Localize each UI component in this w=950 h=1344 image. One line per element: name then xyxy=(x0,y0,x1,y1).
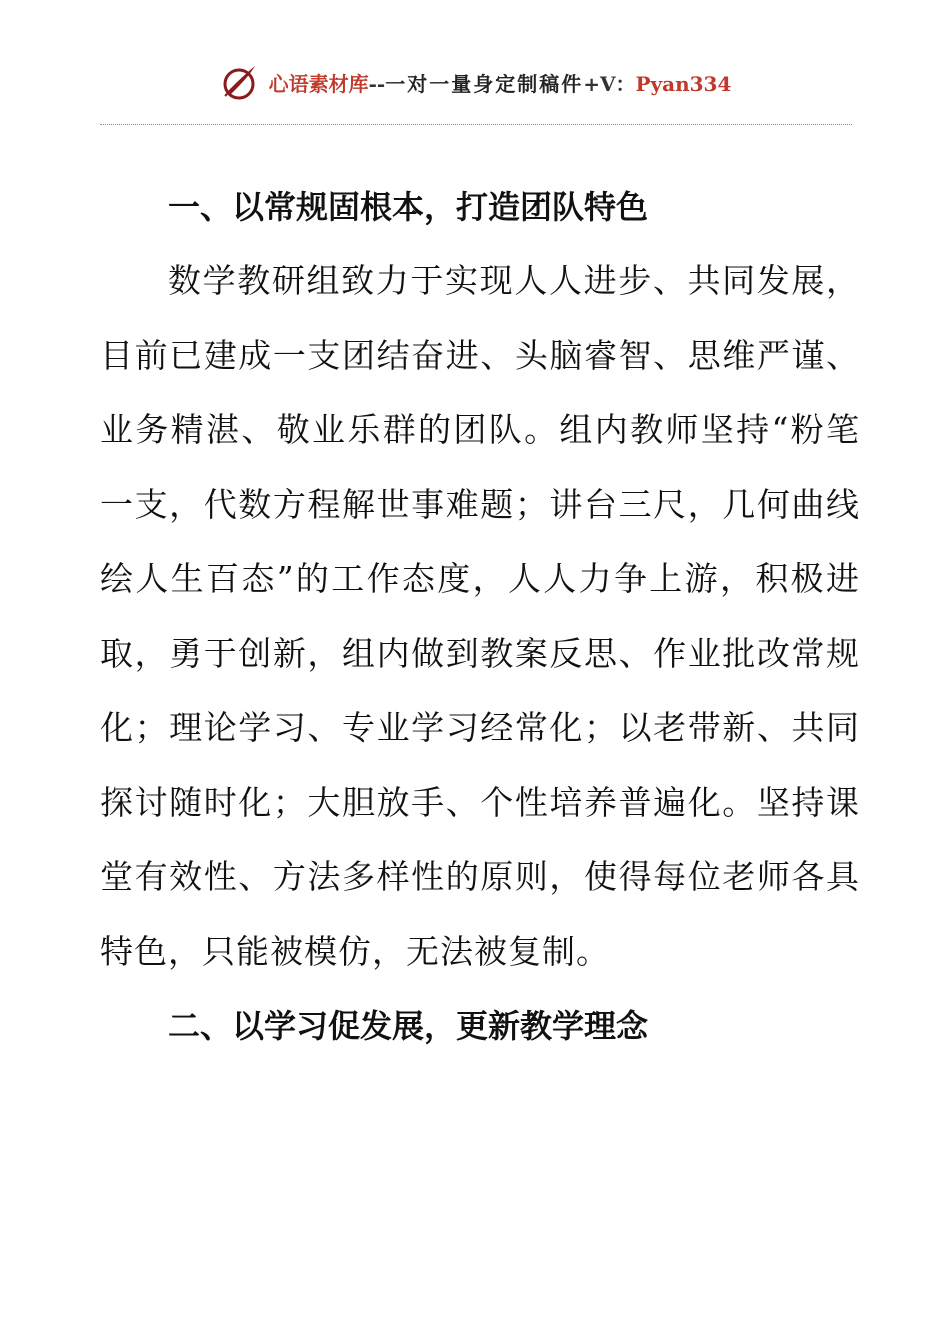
section-heading-2: 二、以学习促发展，更新教学理念 xyxy=(168,1007,649,1045)
section-paragraph-1: 数学教研组致力于实现人人进步、共同发展，目前已建成一支团结奋进、头脑睿智、思维严谨、业务精湛、敬业乐群的团队。组内教师坚持“粉笔一支，代数方程解世事难题；讲台三尺，几何曲线绘人生百态”的工作态度，人人力争上游，积极进取，勇于创新，组内做到教案反思、作业批改常规化；理论学习、专业学习经常化；以老带新、共同探讨随时化；大胆放手、个性培养普遍化。坚持课堂有效性、方法多样性的原则，使得每位老师各具特色，只能被模仿，无法被复制。 xyxy=(100,261,860,971)
page-header xyxy=(0,58,950,106)
header-slogan: 一对一量身定制稿件 xyxy=(385,71,584,96)
document-body xyxy=(100,170,860,1063)
header-divider xyxy=(100,124,852,125)
brand-name: 心语素材库 xyxy=(268,71,369,96)
contact-id: Pyan334 xyxy=(635,71,732,96)
section-heading-1: 一、以常规固根本，打造团队特色 xyxy=(168,188,649,226)
header-text xyxy=(269,68,732,97)
quill-pen-logo-icon xyxy=(219,62,259,102)
contact-prefix: +V： xyxy=(583,71,636,96)
header-separator: -- xyxy=(368,71,386,96)
